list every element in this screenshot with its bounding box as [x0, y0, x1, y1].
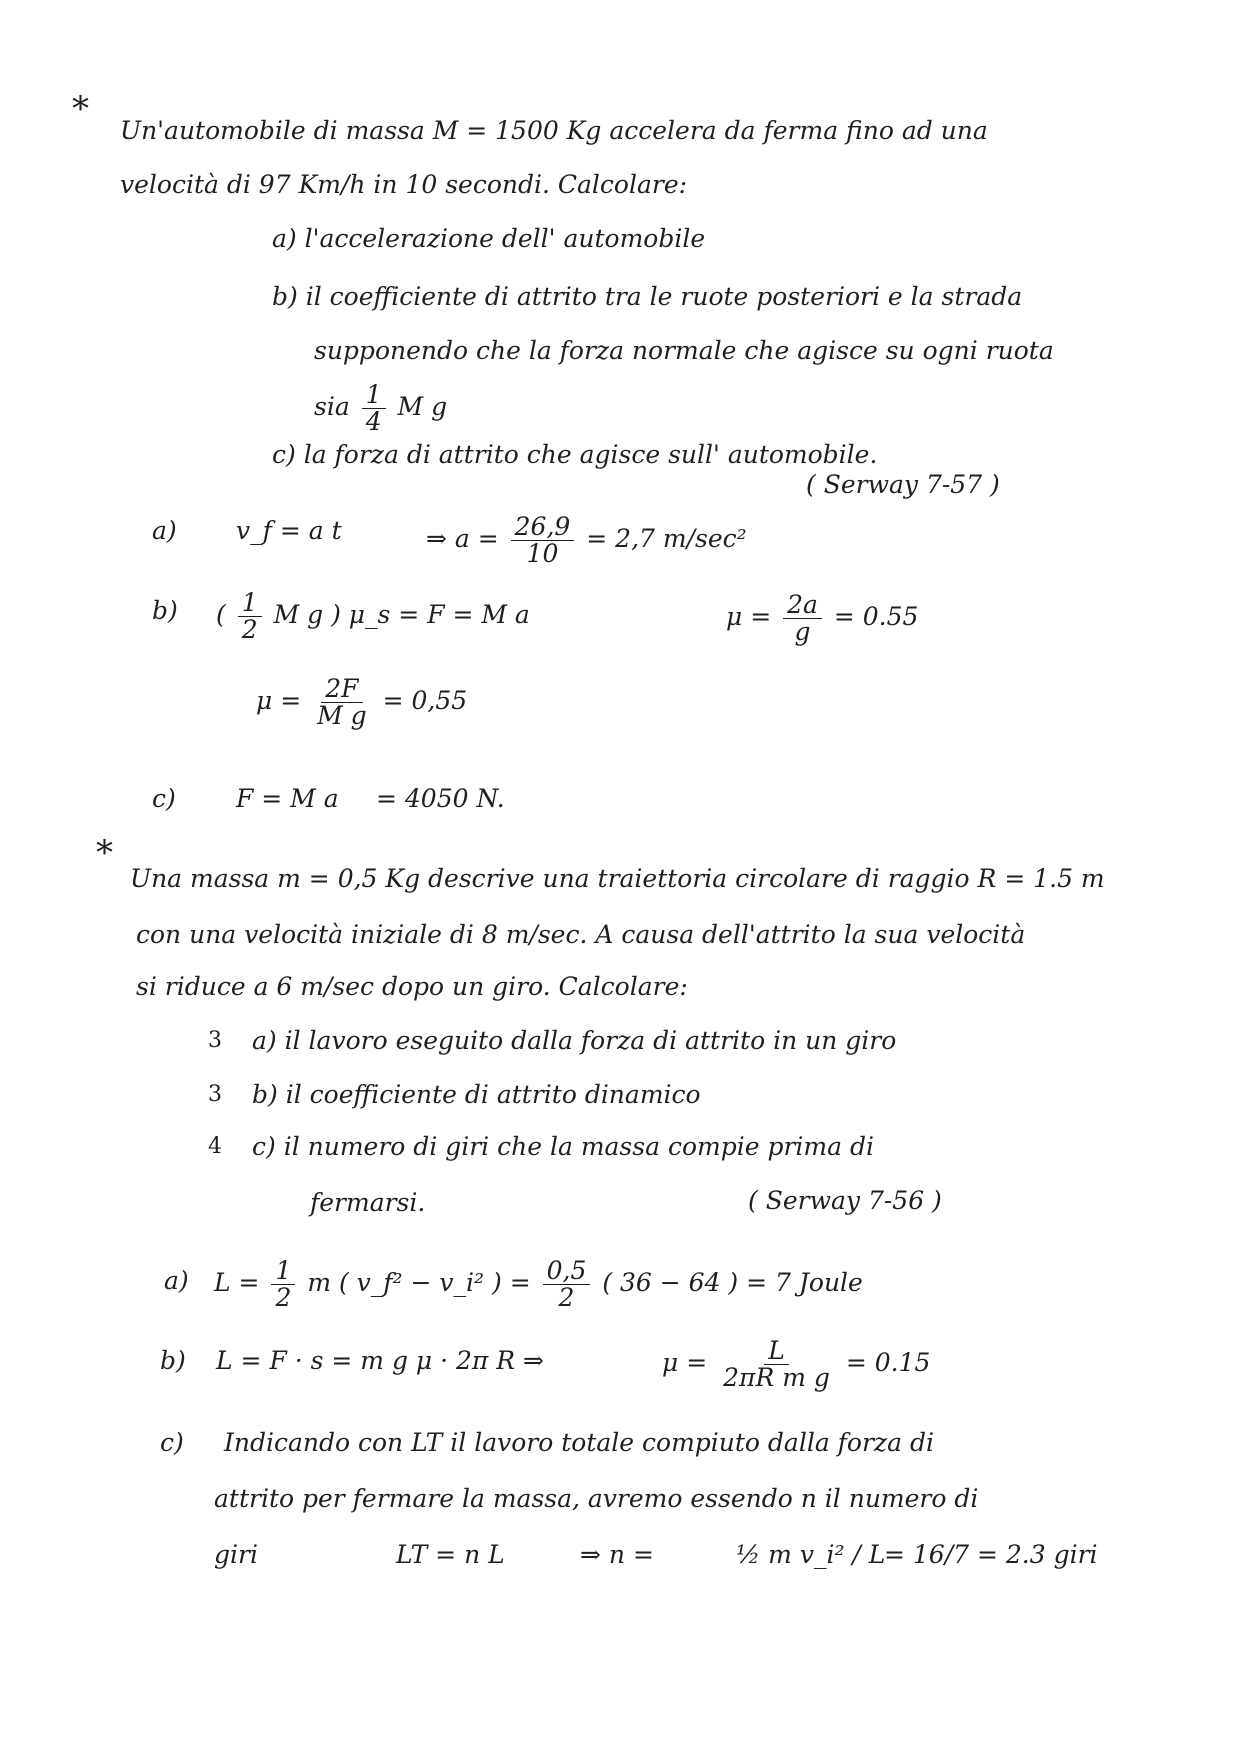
problem1-item-b3 — [314, 382, 447, 435]
frac-num: 2F — [321, 676, 362, 703]
sol2-b-mu: μ = — [662, 1348, 708, 1377]
sol2-a-fraction2 — [543, 1258, 591, 1311]
sol2-c-line3-expr: ½ m v_i² / L — [736, 1540, 886, 1569]
sol1-b-paren: ( — [216, 600, 226, 629]
sol1-a-label: a) — [152, 516, 177, 545]
frac-den: 2 — [241, 615, 258, 644]
sol1-b2-result: = 0,55 — [382, 686, 468, 715]
sol2-c-line2: attrito per fermare la massa, avremo essendo n il numero di — [214, 1484, 979, 1513]
sol2-a-result: ( 36 − 64 ) = 7 Joule — [602, 1268, 863, 1297]
problem2-points-c: 4 — [208, 1134, 222, 1159]
frac-num: 1 — [238, 590, 262, 617]
sol1-a-arrow: ⇒ a = — [426, 524, 499, 553]
sol1-b2-fraction — [313, 676, 371, 729]
sol2-c-line3-arrow: ⇒ n = — [580, 1540, 654, 1569]
frac-den: 2πR m g — [723, 1363, 830, 1392]
problem1-item-b2: supponendo che la forza normale che agisce su ogni ruota — [314, 336, 1054, 365]
sol1-b-fraction — [238, 590, 262, 643]
frac-num: 1 — [271, 1258, 295, 1285]
sol1-b-side-fraction — [783, 592, 822, 645]
sol2-a-fraction — [271, 1258, 295, 1311]
sol2-b-label: b) — [160, 1346, 186, 1375]
sol1-b-eq-post: M g ) μ_s = F = M a — [273, 600, 530, 629]
sol1-b-label: b) — [152, 596, 178, 625]
frac-den: g — [794, 617, 811, 646]
item-b3-pre: sia — [314, 392, 350, 421]
frac-den: 10 — [526, 539, 559, 568]
sol1-c-result: = 4050 N. — [376, 784, 505, 813]
sol2-c-label: c) — [160, 1428, 184, 1457]
problem1-item-c: c) la forza di attrito che agisce sull' automobile. — [272, 440, 878, 469]
sol2-c-line3-result: = 16/7 = 2.3 giri — [884, 1540, 1098, 1569]
problem2-line3: si riduce a 6 m/sec dopo un giro. Calcolare: — [136, 972, 688, 1001]
problem1-line1: Un'automobile di massa M = 1500 Kg accelera da ferma fino ad una — [120, 116, 988, 145]
problem2-points-a: 3 — [208, 1028, 222, 1053]
item-b3-post: M g — [397, 392, 448, 421]
sol2-b-eq: L = F · s = m g μ · 2π R ⇒ — [216, 1346, 544, 1375]
sol2-c-line3-eq: LT = n L — [396, 1540, 505, 1569]
problem2-item-b: b) il coefficiente di attrito dinamico — [252, 1080, 701, 1109]
sol1-c-eq: F = M a — [236, 784, 339, 813]
fraction-one-quarter — [362, 382, 386, 435]
sol1-b-side-pre: μ = — [726, 602, 772, 631]
frac-num: L — [764, 1338, 789, 1365]
sol2-a-mid: m ( v_f² − v_i² ) = — [307, 1268, 531, 1297]
problem1-item-b1: b) il coefficiente di attrito tra le ruote posteriori e la strada — [272, 282, 1023, 311]
sol2-c-line3-pre: giri — [214, 1540, 258, 1569]
problem2-item-c1: c) il numero di giri che la massa compie prima di — [252, 1132, 874, 1161]
frac-den: M g — [317, 701, 367, 730]
sol2-b-rhs — [662, 1338, 930, 1391]
problem2-item-c2: fermarsi. — [310, 1188, 426, 1217]
problem1-source: ( Serway 7-57 ) — [806, 470, 1000, 499]
sol1-a-fraction — [511, 514, 575, 567]
frac-num: 26,9 — [511, 514, 575, 541]
frac-num: 2a — [783, 592, 822, 619]
sol2-c-line1: Indicando con LT il lavoro totale compiuto dalla forza di — [224, 1428, 934, 1457]
sol2-b-fraction — [719, 1338, 834, 1391]
sol1-b2 — [256, 676, 467, 729]
problem2-points-b: 3 — [208, 1082, 222, 1107]
sol2-b-result: = 0.15 — [845, 1348, 931, 1377]
problem2-item-a: a) il lavoro eseguito dalla forza di attrito in un giro — [252, 1026, 897, 1055]
problem2-line2: con una velocità iniziale di 8 m/sec. A causa dell'attrito la sua velocità — [136, 920, 1026, 949]
sol1-b2-pre: μ = — [256, 686, 302, 715]
sol2-a-label: a) — [164, 1266, 189, 1295]
problem2-line1: Una massa m = 0,5 Kg descrive una traiettoria circolare di raggio R = 1.5 m — [130, 864, 1105, 893]
sol1-c-label: c) — [152, 784, 176, 813]
frac-den: 2 — [275, 1283, 292, 1312]
sol1-b-side-result: = 0.55 — [833, 602, 919, 631]
problem2-source: ( Serway 7-56 ) — [748, 1186, 942, 1215]
sol2-a-pre: L = — [214, 1268, 260, 1297]
frac-den: 2 — [558, 1283, 575, 1312]
problem1-item-a: a) l'accelerazione dell' automobile — [272, 224, 706, 253]
problem1-star: * — [72, 89, 89, 129]
sol2-a-eq — [214, 1258, 863, 1311]
frac-num: 0,5 — [543, 1258, 591, 1285]
problem2-star: * — [96, 833, 113, 873]
sol1-b-eq — [216, 590, 530, 643]
sol1-b-side — [726, 592, 918, 645]
sol1-a-result: = 2,7 m/sec² — [586, 524, 747, 553]
problem1-line2: velocità di 97 Km/h in 10 secondi. Calcolare: — [120, 170, 688, 199]
frac-den: 4 — [365, 407, 382, 436]
sol1-a-rhs — [426, 514, 747, 567]
sol1-a-eq: v_f = a t — [236, 516, 342, 545]
frac-num: 1 — [362, 382, 386, 409]
